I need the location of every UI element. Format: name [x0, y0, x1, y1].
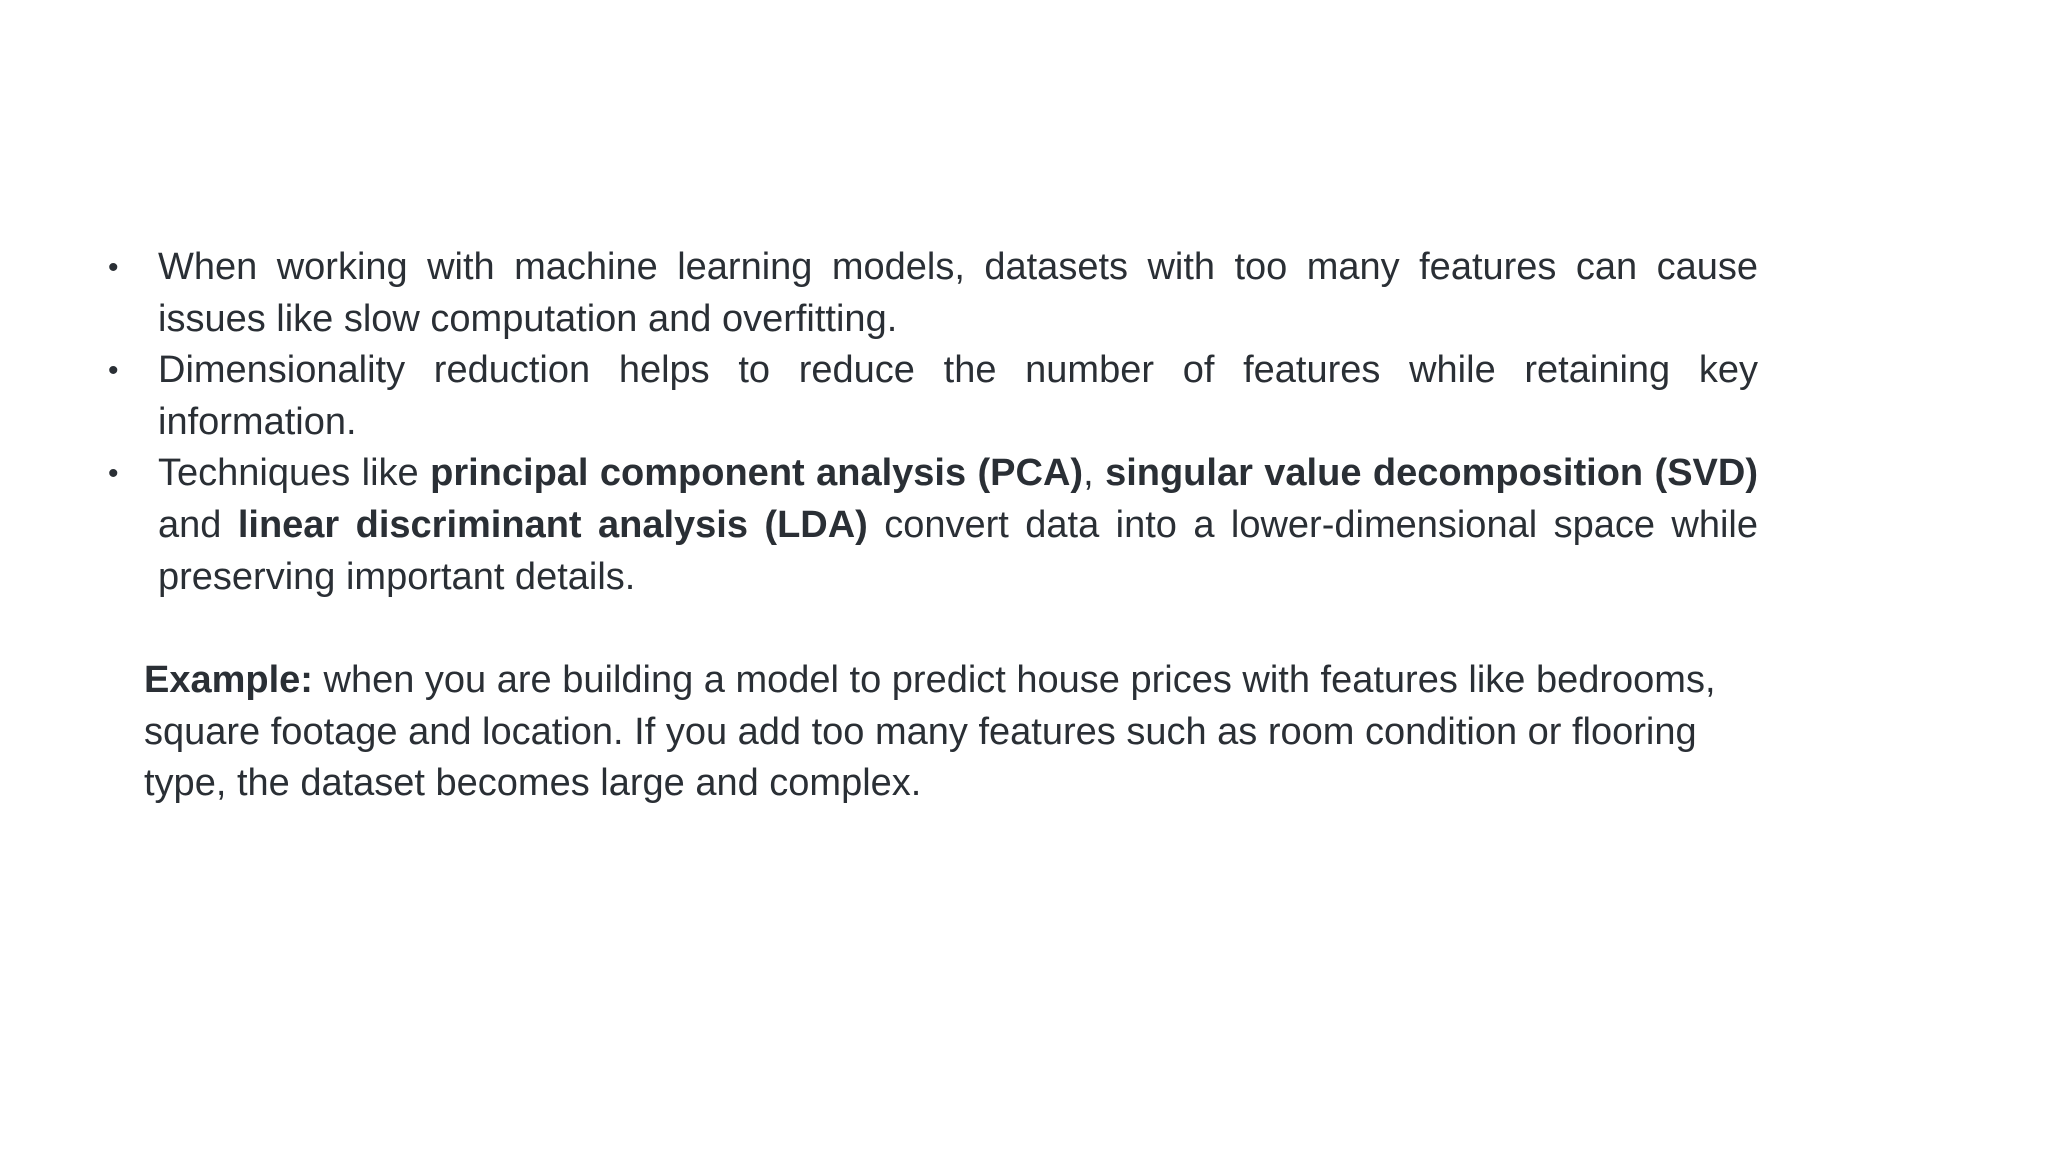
bullet-dot-icon: • — [108, 251, 119, 284]
techniques-intro: Techniques like — [158, 452, 431, 495]
lda-term: linear discriminant analysis (LDA) — [237, 503, 868, 546]
bullet-text: When working with machine learning models, datasets with too many features can cause issues like slow computation and overfitting. — [158, 246, 1758, 340]
separator-comma: , — [1083, 452, 1106, 495]
techniques-outro: convert data into a lower-dimensional space while preserving important details. — [158, 503, 1758, 598]
bullet-dot-icon: • — [108, 354, 119, 388]
svd-term: singular value decomposition (SVD) — [1105, 452, 1758, 495]
bullet-text: Dimensionality reduction helps to reduce the number of features while retaining key information. — [158, 349, 1758, 443]
example-paragraph — [144, 655, 1784, 810]
pca-term: principal component analysis (PCA) — [430, 452, 1084, 495]
example-label: Example: — [144, 659, 313, 701]
example-text: when you are building a model to predict house prices with features like bedrooms, square footage and location. If you add too many features such as room condition or flooring type, the dataset becomes large and complex. — [144, 659, 1716, 805]
separator-and: and — [158, 503, 238, 546]
bullet-dot-icon: • — [108, 457, 119, 491]
bullet-item-techniques — [106, 448, 1758, 603]
bullet-item-ml-features — [106, 242, 1758, 345]
bullet-list — [106, 242, 1758, 603]
bullet-item-dimensionality-reduction — [106, 345, 1758, 448]
